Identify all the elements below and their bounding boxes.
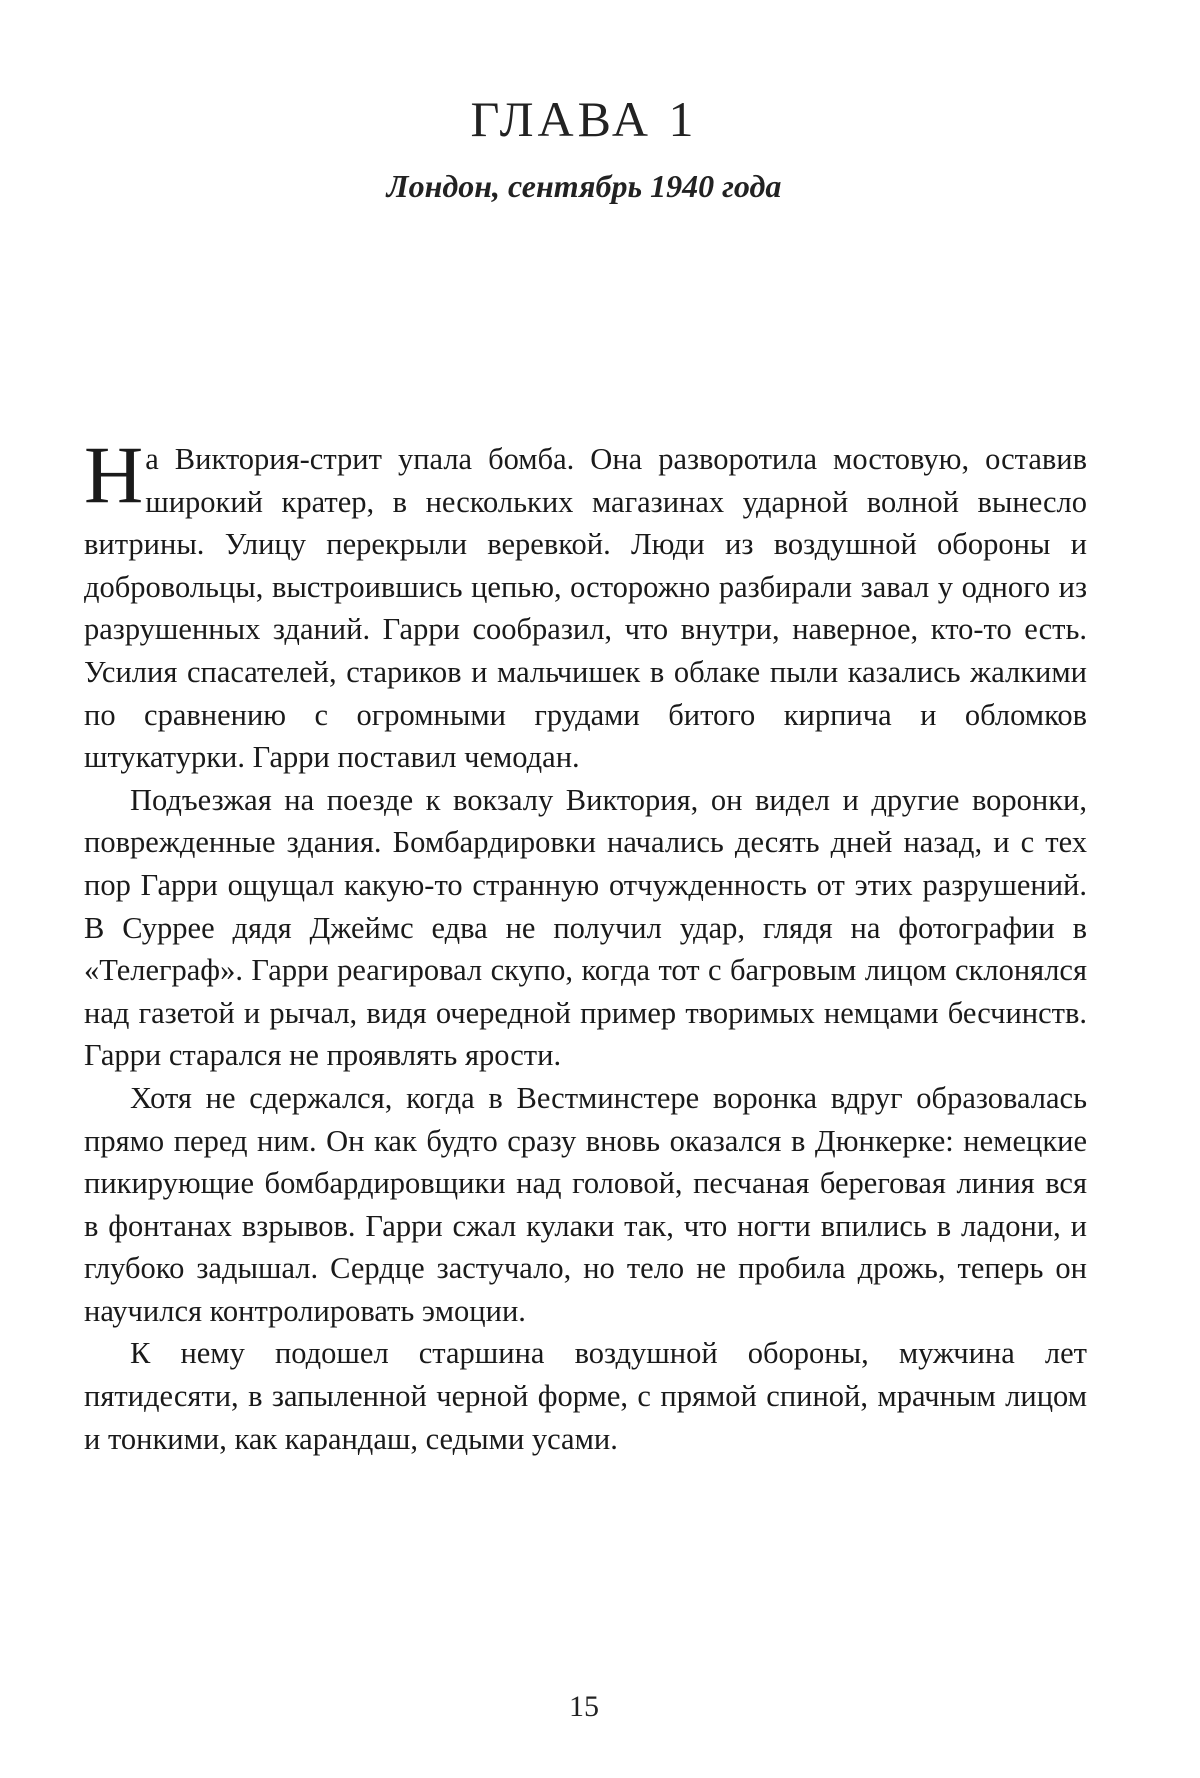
paragraph-1-text: а Виктория-стрит упала бомба. Она разворотила мостовую, оставив широкий кратер, в нескольких магазинах ударной волной вынесло витрины. Улицу перекрыли веревкой. Люди из воздушной обороны и добровольцы, выстроившись цепью, осторожно разбирали завал у одного из разрушенных зданий. Гарри сообразил, что внутри, наверное, кто-то есть. Усилия спасателей, стариков и мальчишек в облаке пыли казались жалкими по сравнению с огромными грудами битого кирпича и обломков штукатурки. Гарри поставил чемодан.	[84, 442, 1087, 775]
paragraph-1	[84, 429, 1087, 779]
chapter-title: ГЛАВА 1	[470, 91, 698, 147]
body-text	[84, 429, 1087, 1460]
page-number: 15	[569, 1690, 599, 1723]
drop-cap: Н	[84, 429, 144, 520]
paragraph-3: Хотя не сдержался, когда в Вестминстере воронка вдруг образовалась прямо перед ним. Он как будто сразу вновь оказался в Дюнкерке: немецкие пикирующие бомбардировщики над головой, песчаная береговая линия вся в фонтанах взрывов. Гарри сжал кулаки так, что ногти впились в ладони, и глубоко задышал. Сердце застучало, но тело не пробила дрожь, теперь он научился контролировать эмоции.	[84, 1080, 1087, 1328]
paragraph-4: К нему подошел старшина воздушной обороны, мужчина лет пятидесяти, в запыленной черной форме, с прямой спиной, мрачным лицом и тонкими, как карандаш, седыми усами.	[84, 1336, 1087, 1456]
paragraph-2: Подъезжая на поезде к вокзалу Виктория, он видел и другие воронки, поврежденные здания. Бомбардировки начались десять дней назад, и с тех пор Гарри ощущал какую-то странную отчужденность от этих разрушений. В Суррее дядя Джеймс едва не получил удар, глядя на фотографии в «Телеграф». Гарри реагировал скупо, когда тот с багровым лицом склонялся над газетой и рычал, видя очередной пример творимых немцами бесчинств. Гарри старался не проявлять ярости.	[84, 782, 1087, 1073]
chapter-subtitle: Лондон, сентябрь 1940 года	[386, 168, 782, 204]
